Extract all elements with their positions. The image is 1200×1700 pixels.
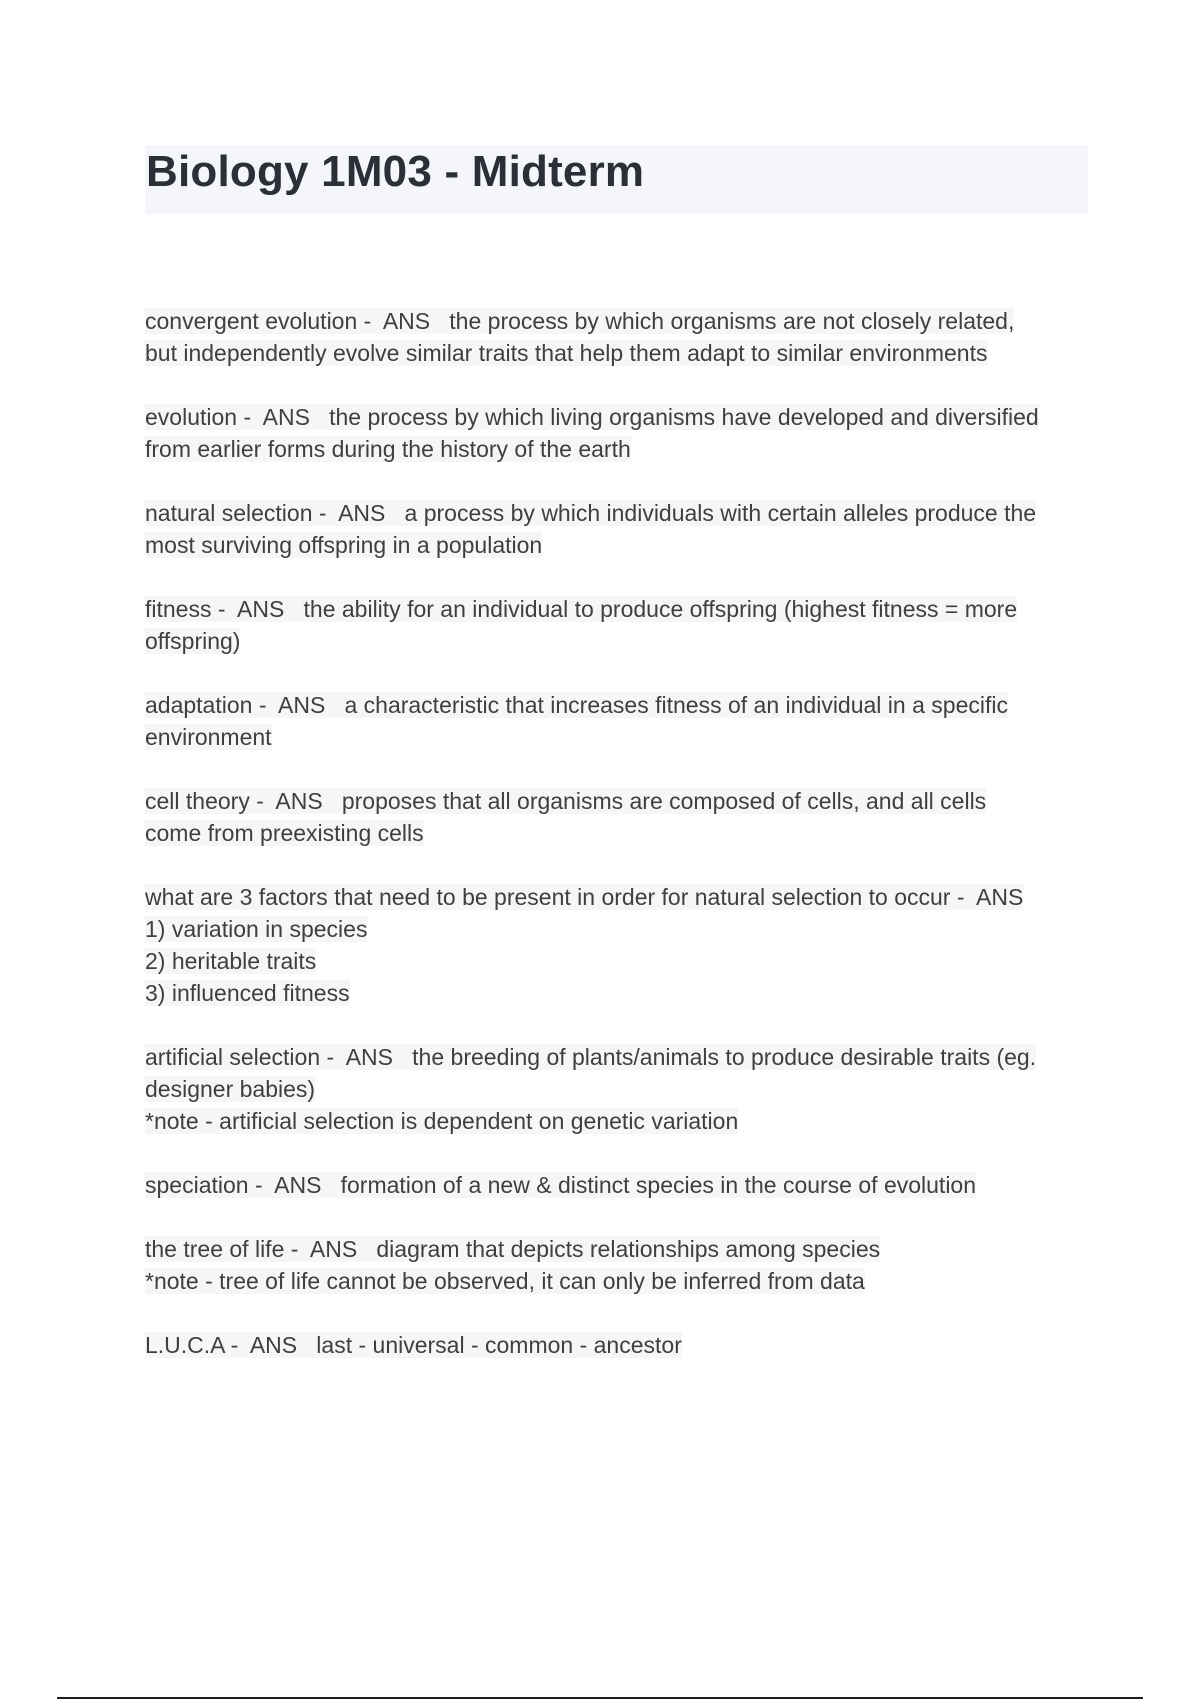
entry-first-line xyxy=(145,881,1090,913)
term-separator: - xyxy=(249,788,276,814)
flashcard-entry xyxy=(145,1041,1090,1137)
line-highlight xyxy=(145,404,1039,430)
term: speciation xyxy=(145,1172,249,1198)
answer-gap xyxy=(357,1236,376,1262)
flashcard-entry xyxy=(145,497,1090,561)
term: L.U.C.A xyxy=(145,1332,225,1358)
flashcard-entry xyxy=(145,305,1090,369)
flashcard-list xyxy=(145,305,1090,1393)
flashcard-entry xyxy=(145,1329,1090,1361)
definition-text: but independently evolve similar traits that help them adapt to similar environments xyxy=(145,340,988,366)
term: adaptation xyxy=(145,692,253,718)
term: the tree of life xyxy=(145,1236,285,1262)
entry-continuation-line xyxy=(145,337,1090,369)
definition-text: environment xyxy=(145,724,272,750)
line-highlight xyxy=(145,1332,682,1358)
line-highlight xyxy=(145,820,424,846)
definition-text: most surviving offspring in a population xyxy=(145,532,543,558)
answer-gap xyxy=(321,1172,340,1198)
answer-marker: ANS xyxy=(382,308,431,334)
entry-first-line xyxy=(145,401,1090,433)
answer-gap xyxy=(310,404,329,430)
line-highlight xyxy=(145,1268,865,1294)
entry-continuation-line xyxy=(145,945,1090,977)
term-separator: - xyxy=(211,596,238,622)
term-separator: - xyxy=(224,1332,250,1358)
definition-text: designer babies) xyxy=(145,1076,316,1102)
line-highlight xyxy=(145,724,272,750)
answer-gap xyxy=(284,596,303,622)
line-highlight xyxy=(145,436,631,462)
entry-continuation-line xyxy=(145,1073,1090,1105)
definition-text: 2) heritable traits xyxy=(145,948,317,974)
answer-marker: ANS xyxy=(275,788,323,814)
term-separator: - xyxy=(252,692,278,718)
definition-text: a characteristic that increases fitness of an individual in a specific xyxy=(344,692,1008,718)
entry-continuation-line xyxy=(145,1265,1090,1297)
entry-first-line xyxy=(145,1329,1090,1361)
term-separator: - xyxy=(312,500,339,526)
definition-text: last - universal - common - ancestor xyxy=(316,1332,682,1358)
entry-continuation-line xyxy=(145,529,1090,561)
definition-text: the breeding of plants/animals to produce desirable traits (eg. xyxy=(412,1044,1037,1070)
entry-first-line xyxy=(145,1169,1090,1201)
definition-text: from earlier forms during the history of the earth xyxy=(145,436,631,462)
term-separator: - xyxy=(284,1236,310,1262)
answer-marker: ANS xyxy=(278,692,326,718)
line-highlight xyxy=(145,1172,976,1198)
entry-first-line xyxy=(145,1233,1090,1265)
entry-continuation-line xyxy=(145,817,1090,849)
answer-gap xyxy=(385,500,404,526)
term: natural selection xyxy=(145,500,313,526)
term: cell theory xyxy=(145,788,250,814)
entry-first-line xyxy=(145,1041,1090,1073)
entry-first-line xyxy=(145,497,1090,529)
answer-marker: ANS xyxy=(237,596,285,622)
line-highlight xyxy=(145,948,316,974)
line-highlight xyxy=(145,308,1014,334)
line-highlight xyxy=(145,916,367,942)
term-separator: - xyxy=(357,308,383,334)
entry-first-line xyxy=(145,593,1090,625)
answer-gap xyxy=(393,1044,412,1070)
line-highlight xyxy=(145,980,350,1006)
line-highlight xyxy=(145,1044,1036,1070)
definition-text: formation of a new & distinct species in the course of evolution xyxy=(340,1172,977,1198)
entry-first-line xyxy=(145,785,1090,817)
flashcard-entry xyxy=(145,593,1090,657)
answer-marker: ANS xyxy=(249,1332,298,1358)
answer-marker: ANS xyxy=(274,1172,322,1198)
definition-text: the process by which living organisms have developed and diversified xyxy=(329,404,1039,430)
entry-continuation-line xyxy=(145,977,1090,1009)
definition-text: 1) variation in species xyxy=(145,916,368,942)
entry-continuation-line xyxy=(145,913,1090,945)
answer-marker: ANS xyxy=(345,1044,393,1070)
line-highlight xyxy=(145,532,542,558)
line-highlight xyxy=(145,500,1036,526)
definition-text: offspring) xyxy=(145,628,241,654)
entry-continuation-line xyxy=(145,1105,1090,1137)
entry-first-line xyxy=(145,305,1090,337)
entry-continuation-line xyxy=(145,625,1090,657)
page-bottom-rule xyxy=(57,1697,1143,1699)
line-highlight xyxy=(145,596,1017,622)
line-highlight xyxy=(145,1076,315,1102)
definition-text: *note - artificial selection is dependent on genetic variation xyxy=(145,1108,739,1134)
answer-marker: ANS xyxy=(309,1236,358,1262)
term: artificial selection xyxy=(145,1044,321,1070)
entry-first-line xyxy=(145,689,1090,721)
answer-gap xyxy=(297,1332,316,1358)
entry-continuation-line xyxy=(145,721,1090,753)
answer-gap xyxy=(323,788,342,814)
flashcard-entry xyxy=(145,881,1090,1009)
flashcard-entry xyxy=(145,689,1090,753)
definition-text: come from preexisting cells xyxy=(145,820,424,846)
definition-text: the ability for an individual to produce offspring (highest fitness = more xyxy=(303,596,1018,622)
definition-text: the process by which organisms are not closely related, xyxy=(449,308,1015,334)
term: fitness xyxy=(145,596,212,622)
definition-text: a process by which individuals with certain alleles produce the xyxy=(404,500,1037,526)
line-highlight xyxy=(145,1108,738,1134)
definition-text: *note - tree of life cannot be observed, it can only be inferred from data xyxy=(145,1268,865,1294)
definition-text: diagram that depicts relationships among species xyxy=(376,1236,881,1262)
page-title: Biology 1M03 - Midterm xyxy=(146,147,645,196)
line-highlight xyxy=(145,1236,880,1262)
answer-marker: ANS xyxy=(976,884,1024,910)
entry-continuation-line xyxy=(145,433,1090,465)
term-separator: - xyxy=(320,1044,346,1070)
flashcard-entry xyxy=(145,1233,1090,1297)
flashcard-entry xyxy=(145,1169,1090,1201)
answer-gap xyxy=(325,692,344,718)
line-highlight xyxy=(145,340,988,366)
answer-gap xyxy=(430,308,449,334)
definition-text: 3) influenced fitness xyxy=(145,980,350,1006)
line-highlight xyxy=(145,692,1008,718)
line-highlight xyxy=(145,884,1023,910)
line-highlight xyxy=(145,628,240,654)
flashcard-entry xyxy=(145,785,1090,849)
answer-marker: ANS xyxy=(338,500,386,526)
line-highlight xyxy=(145,788,986,814)
term-separator: - xyxy=(248,1172,275,1198)
term-separator: - xyxy=(950,884,977,910)
flashcard-entry xyxy=(145,401,1090,465)
term: evolution xyxy=(145,404,238,430)
answer-marker: ANS xyxy=(262,404,310,430)
term: what are 3 factors that need to be present in order for natural selection to occur xyxy=(145,884,951,910)
term-separator: - xyxy=(237,404,263,430)
definition-text: proposes that all organisms are composed of cells, and all cells xyxy=(341,788,987,814)
term: convergent evolution xyxy=(145,308,358,334)
